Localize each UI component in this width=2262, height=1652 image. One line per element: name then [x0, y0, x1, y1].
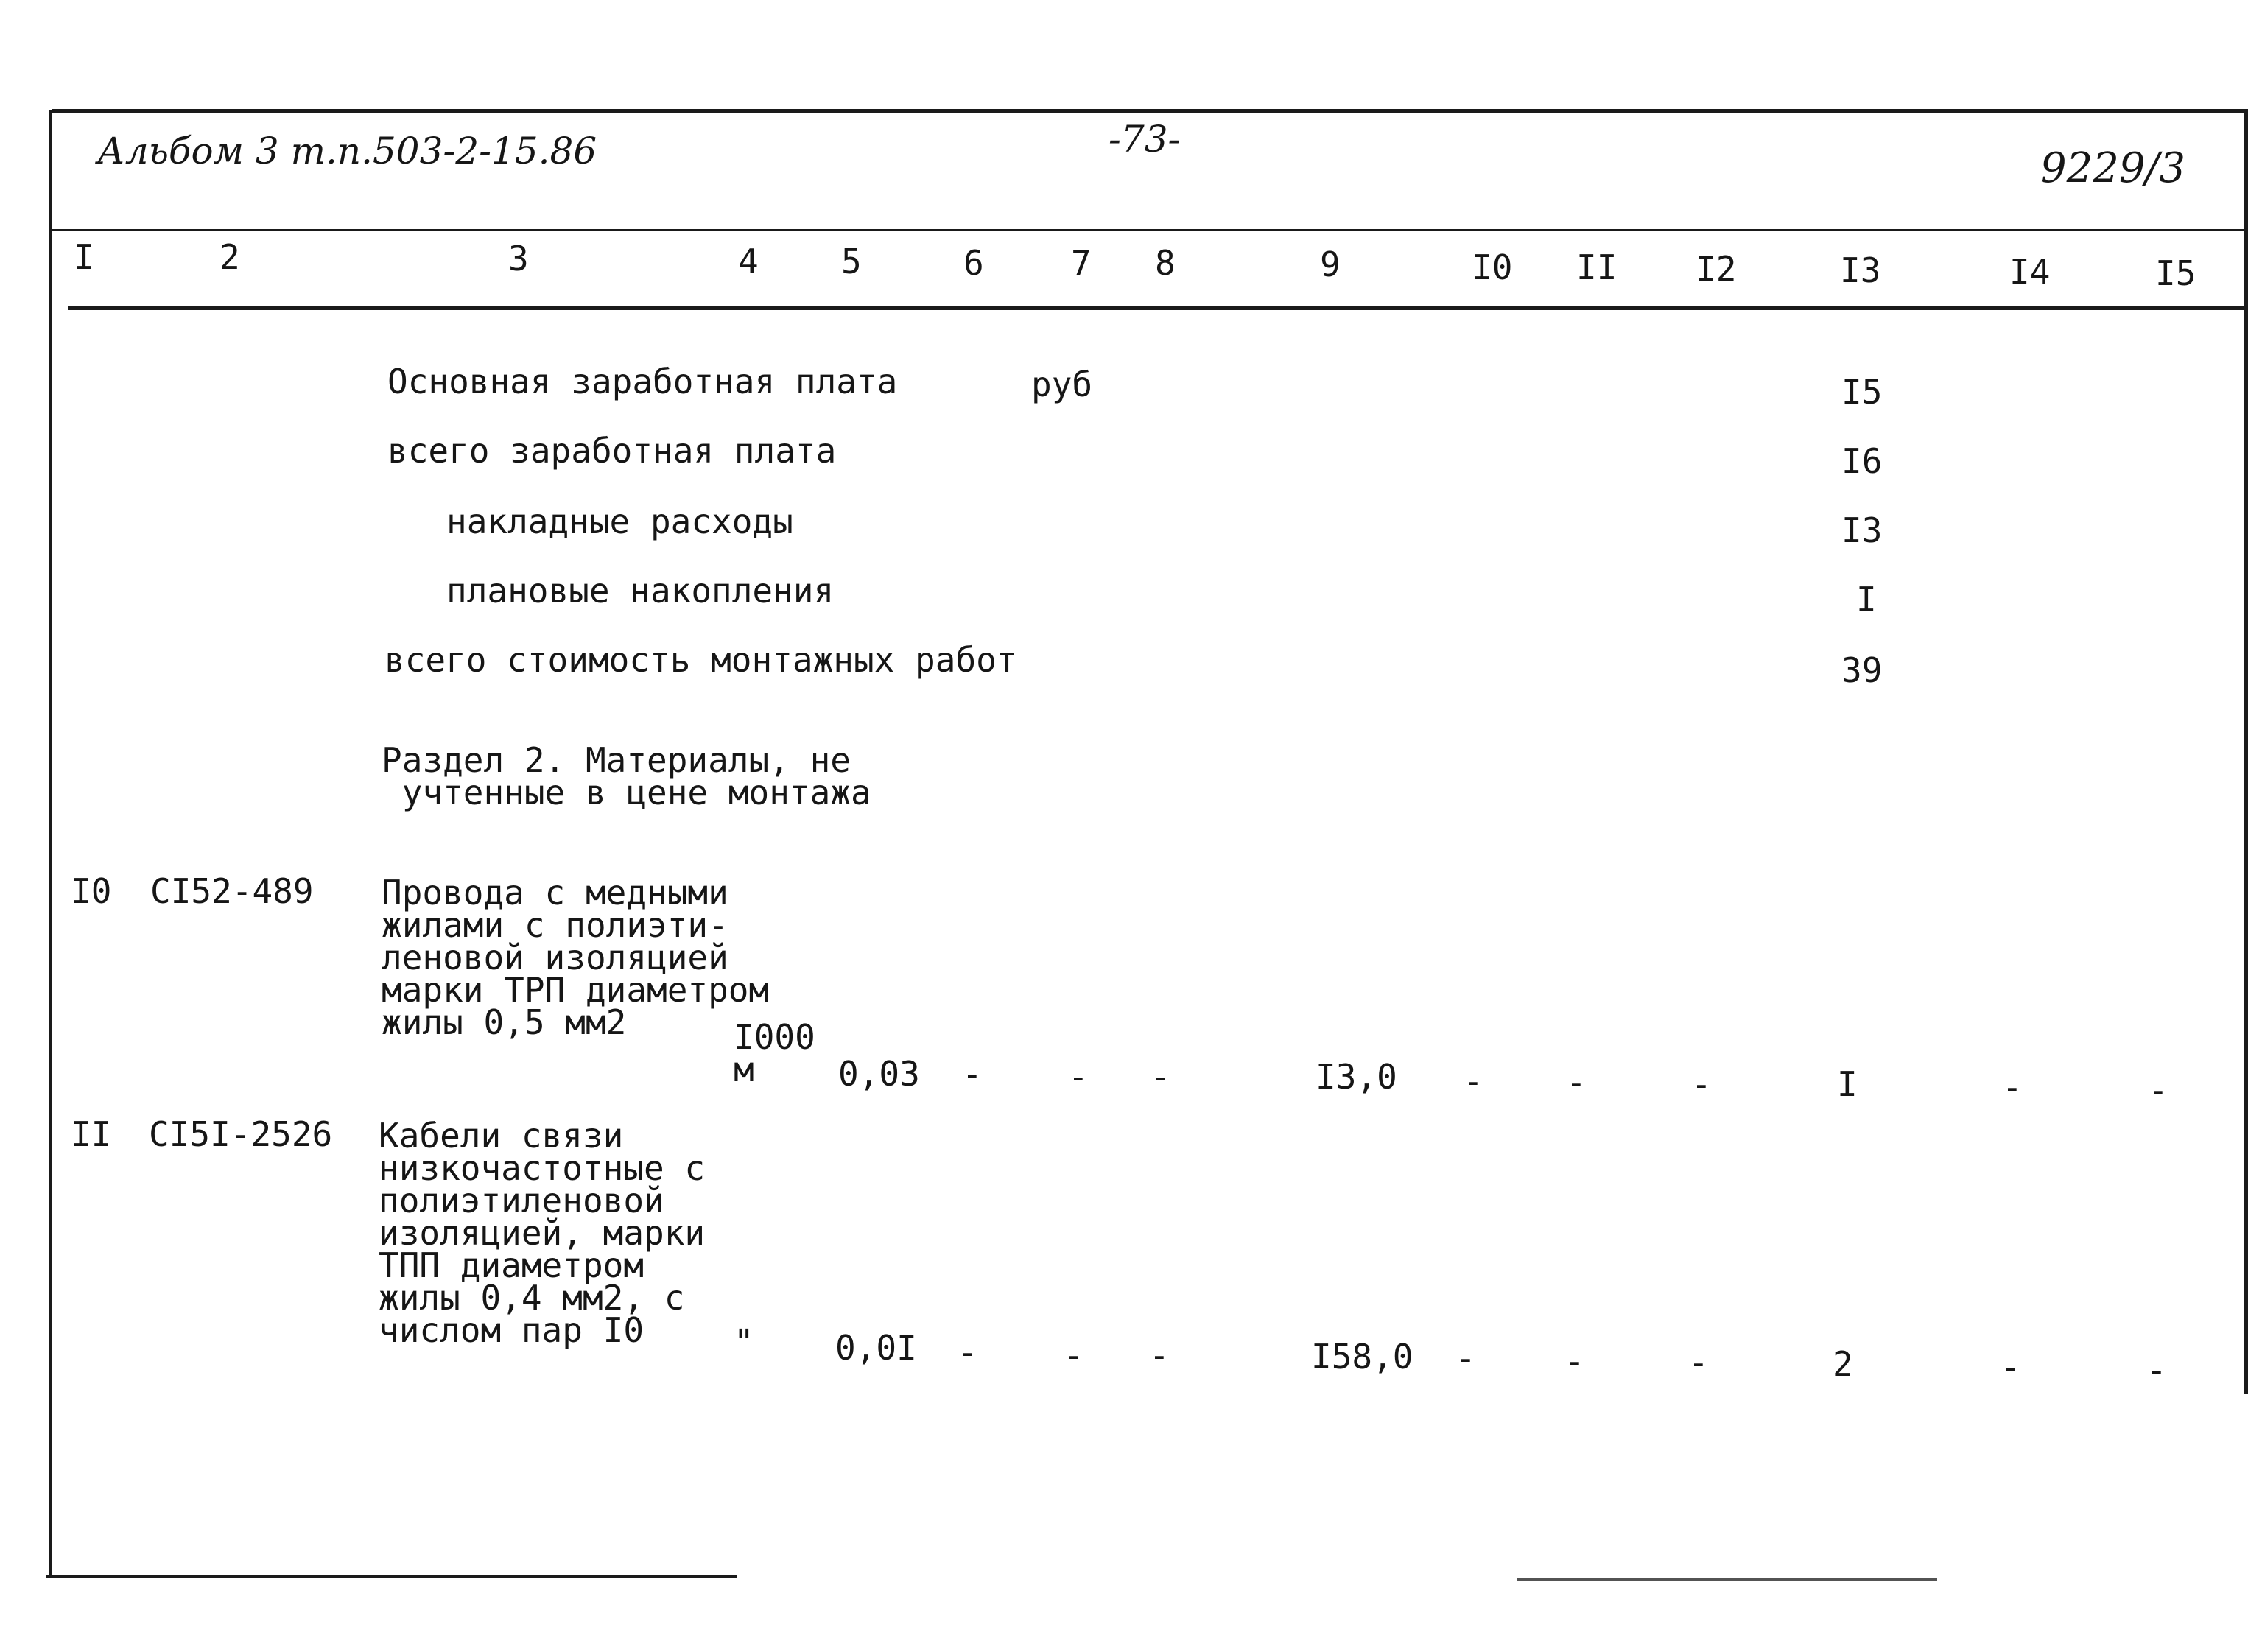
total-salary-label: всего заработная плата	[387, 431, 837, 471]
sheet-code: 9229/3	[2040, 144, 2186, 192]
row-11-number: II	[71, 1114, 112, 1154]
col-header-6: 6	[963, 243, 984, 283]
header-separator-line	[52, 229, 2247, 231]
row-11-col13: 2	[1833, 1344, 1853, 1384]
page-number: -73-	[1109, 118, 1181, 161]
row-11-col14: -	[2001, 1347, 2021, 1387]
row-11-col8: -	[1149, 1335, 1170, 1375]
row-10-number: I0	[71, 871, 112, 911]
col-header-8: 8	[1155, 243, 1176, 283]
row-10-col15: -	[2148, 1070, 2168, 1110]
col-header-15: I5	[2155, 253, 2196, 293]
col-header-13: I3	[1840, 250, 1881, 290]
row-10-description: Провода с медными жилами с полиэти- леновой изоляцией марки ТРП диаметром жилы 0,5 мм2	[382, 873, 770, 1042]
total-installation-label: всего стоимость монтажных работ	[384, 640, 1017, 680]
base-salary-value: I5	[1841, 372, 1883, 412]
row-10-col5: 0,03	[838, 1054, 920, 1094]
col-header-3: 3	[508, 239, 529, 278]
col-header-2: 2	[219, 237, 240, 277]
row-10-col12: -	[1691, 1064, 1712, 1104]
row-11-code: CI5I-2526	[149, 1114, 333, 1154]
frame-left-line	[49, 110, 52, 1576]
column-header-bottom-line	[68, 306, 2247, 310]
col-header-12: I2	[1696, 249, 1737, 289]
overheads-value: I3	[1841, 510, 1883, 550]
col-header-10: I0	[1472, 247, 1513, 287]
col-header-5: 5	[841, 242, 862, 281]
row-10-col6: -	[962, 1054, 983, 1094]
planned-savings-label: плановые накопления	[446, 571, 835, 611]
row-10-code: CI52-489	[150, 871, 314, 911]
frame-bottom-line-right	[1517, 1578, 1937, 1581]
row-10-col11: -	[1566, 1063, 1587, 1103]
row-11-col9: I58,0	[1311, 1337, 1413, 1377]
row-10-col13: I	[1837, 1064, 1858, 1104]
row-11-col15: -	[2146, 1350, 2167, 1390]
section-heading: Раздел 2. Материалы, не учтенные в цене монтажа	[382, 740, 871, 812]
total-installation-value: 39	[1841, 650, 1883, 690]
base-salary-label: Основная заработная плата	[387, 362, 898, 401]
row-11-col7: -	[1064, 1335, 1084, 1375]
row-10-col7: -	[1068, 1057, 1089, 1097]
album-reference: Альбом 3 т.п.503-2-15.86	[97, 130, 597, 172]
row-11-col12: -	[1688, 1343, 1709, 1382]
col-header-14: I4	[2009, 252, 2051, 292]
row-10-unit: I000 м	[734, 1017, 815, 1089]
col-header-9: 9	[1320, 245, 1341, 284]
total-salary-value: I6	[1841, 441, 1883, 481]
col-header-1: I	[74, 237, 94, 277]
row-11-col10: -	[1455, 1338, 1476, 1378]
col-header-7: 7	[1071, 243, 1092, 283]
col-header-11: II	[1576, 247, 1618, 287]
row-10-col9: I3,0	[1316, 1057, 1397, 1097]
row-10-col10: -	[1463, 1061, 1483, 1101]
row-11-col6: -	[958, 1332, 978, 1372]
frame-bottom-line	[46, 1575, 737, 1578]
row-11-description: Кабели связи низкочастотные с полиэтиленовой изоляцией, марки ТПП диаметром жилы 0,4 мм2, с числом пар I0	[379, 1116, 706, 1350]
frame-top-line	[52, 109, 2248, 113]
col-header-4: 4	[738, 242, 759, 281]
row-11-col5: 0,0I	[835, 1328, 917, 1368]
row-10-col14: -	[2002, 1067, 2023, 1107]
frame-right-line	[2244, 109, 2248, 1394]
overheads-label: накладные расходы	[446, 502, 793, 541]
row-11-unit: "	[734, 1322, 754, 1362]
row-10-col8: -	[1151, 1057, 1171, 1097]
planned-savings-value: I	[1856, 580, 1877, 619]
base-salary-unit: руб	[1031, 365, 1093, 404]
row-11-col11: -	[1564, 1341, 1585, 1381]
